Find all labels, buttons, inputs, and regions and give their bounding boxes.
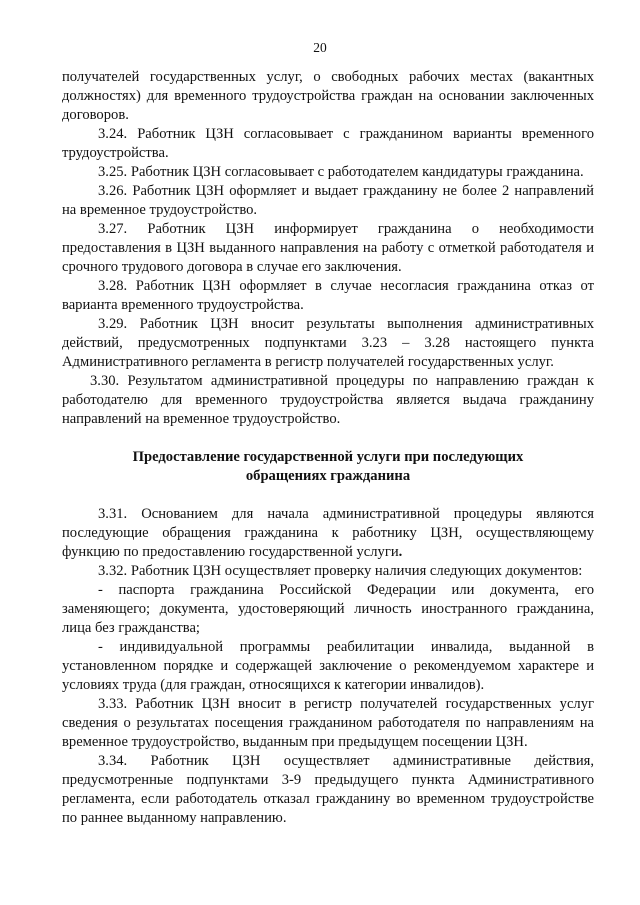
- list-item-passport: - паспорта гражданина Российской Федерации или документа, его заменяющего; документа, удостоверяющий личность иностранного гражданина, лица без гражданства;: [62, 582, 594, 636]
- paragraph-continuation: получателей государственных услуг, о свободных рабочих местах (вакантных должностях) для временного трудоустройства граждан на основании заключенных договоров.: [62, 69, 594, 123]
- paragraph-3-28: 3.28. Работник ЦЗН оформляет в случае несогласия гражданина отказ от варианта временного трудоустройства.: [62, 278, 594, 313]
- section-heading: Предоставление государственной услуги при последующих обращениях гражданина: [132, 449, 524, 484]
- paragraph-3-31-bold-period: .: [398, 544, 403, 560]
- paragraph-3-31: [62, 505, 594, 562]
- page-number: 20: [313, 40, 327, 55]
- paragraph-3-27: 3.27. Работник ЦЗН информирует гражданина о необходимости предоставления в ЦЗН выданного направления на работу с отметкой работодателя и срочного трудового договора в случае его заключения.: [62, 221, 594, 275]
- paragraph-3-26: 3.26. Работник ЦЗН оформляет и выдает гражданину не более 2 направлений на временное трудоустройство.: [62, 183, 594, 218]
- paragraph-3-34: 3.34. Работник ЦЗН осуществляет административные действия, предусмотренные подпунктами 3-9 предыдущего пункта Административного регламента, если работодатель отказал гражданину во временном трудоустройстве по раннее выданному направлению.: [62, 753, 594, 826]
- paragraph-3-24: 3.24. Работник ЦЗН согласовывает с гражданином варианты временного трудоустройства.: [62, 126, 594, 161]
- paragraph-3-29: 3.29. Работник ЦЗН вносит результаты выполнения административных действий, предусмотренных подпунктами 3.23 – 3.28 настоящего пункта Административного регламента в регистр получателей государственных услуг.: [62, 316, 594, 370]
- paragraph-3-31-text: 3.31. Основанием для начала административной процедуры являются последующие обращения гражданина к работнику ЦЗН, осуществляющему функцию по предоставлению государственной услуги: [62, 506, 594, 560]
- paragraph-3-33: 3.33. Работник ЦЗН вносит в регистр получателей государственных услуг сведения о результатах посещения гражданином работодателя по направлениям на временное трудоустройство, выданным при предыдущем посещении ЦЗН.: [62, 696, 594, 750]
- document-body: [62, 68, 594, 828]
- paragraph-3-30: 3.30. Результатом административной процедуры по направлению граждан к работодателю для временного трудоустройства является выдача гражданину направлений на временное трудоустройство.: [62, 373, 594, 427]
- list-item-rehabilitation-program: - индивидуальной программы реабилитации инвалида, выданной в установленном порядке и содержащей заключение о рекомендуемом характере и условиях труда (для граждан, относящихся к категории инвалидов).: [62, 639, 594, 693]
- paragraph-3-32: 3.32. Работник ЦЗН осуществляет проверку наличия следующих документов:: [98, 563, 583, 579]
- paragraph-3-25: 3.25. Работник ЦЗН согласовывает с работодателем кандидатуры гражданина.: [98, 164, 584, 180]
